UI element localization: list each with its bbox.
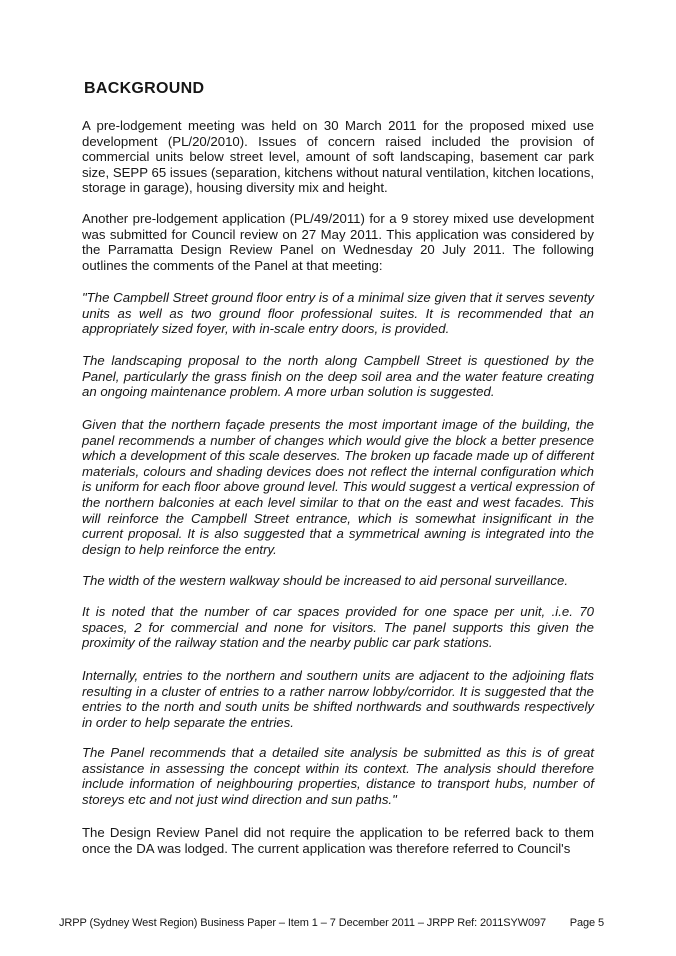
paragraph-pre-lodgement: A pre-lodgement meeting was held on 30 March 2011 for the proposed mixed use development (PL/20/2010). Issues of concern raised included the provision of commercial units below street level, amount of soft landscaping, basement car park size, SEPP 65 issues (separation, kitchens without natural ventilation, kitchen locations, storage in garage), housing diversity mix and height. xyxy=(82,118,594,196)
paragraph-second-application: Another pre-lodgement application (PL/49/2011) for a 9 storey mixed use development was submitted for Council review on 27 May 2011. This application was considered by the Parramatta Design Review Panel on Wednesday 20 July 2011. The following outlines the comments of the Panel at that meeting: xyxy=(82,211,594,273)
page-footer xyxy=(59,917,604,929)
quote-internal-entries: Internally, entries to the northern and southern units are adjacent to the adjoining flats resulting in a cluster of entries to a rather narrow lobby/corridor. It is suggested that the entries to the north and south units be shifted northwards and southwards respectively in order to help separate the entries. xyxy=(82,668,594,730)
paragraph-closing: The Design Review Panel did not require the application to be referred back to them once the DA was lodged. The current application was therefore referred to Council's xyxy=(82,825,594,856)
page-number: Page 5 xyxy=(569,917,604,929)
quote-car-spaces: It is noted that the number of car spaces provided for one space per unit, .i.e. 70 spaces, 2 for commercial and none for visitors. The panel supports this given the proximity of the railway station and the nearby public car park stations. xyxy=(82,604,594,651)
section-heading: BACKGROUND xyxy=(84,80,205,97)
quote-entry-foyer: "The Campbell Street ground floor entry is of a minimal size given that it serves seventy units as well as two ground floor professional suites. It is recommended that an appropriately sized foyer, with in-scale entry doors, is provided. xyxy=(82,290,594,337)
footer-reference: JRPP (Sydney West Region) Business Paper – Item 1 – 7 December 2011 – JRPP Ref: 2011SYW097 xyxy=(59,917,547,929)
quote-northern-facade: Given that the northern façade presents the most important image of the building, the panel recommends a number of changes which would give the block a better presence which a development of this scale deserves. The broken up facade made up of different materials, colours and shading devices does not reflect the internal configuration which is uniform for each floor above ground level. This would suggest a vertical expression of the northern balconies at each level similar to that on the east and west facades. This will reinforce the Campbell Street entrance, which is somewhat insignificant in the current proposal. It is also suggested that a symmetrical awning is integrated into the design to help reinforce the entry. xyxy=(82,417,594,557)
quote-site-analysis: The Panel recommends that a detailed site analysis be submitted as this is of great assistance in assessing the concept within its context. The analysis should therefore include information of neighbouring properties, distance to transport hubs, number of storeys etc and not just wind direction and sun paths." xyxy=(82,745,594,807)
quote-western-walkway: The width of the western walkway should be increased to aid personal surveillance. xyxy=(82,573,569,588)
quote-landscaping: The landscaping proposal to the north along Campbell Street is questioned by the Panel, particularly the grass finish on the deep soil area and the water feature creating an ongoing maintenance problem. A more urban solution is suggested. xyxy=(82,353,594,400)
